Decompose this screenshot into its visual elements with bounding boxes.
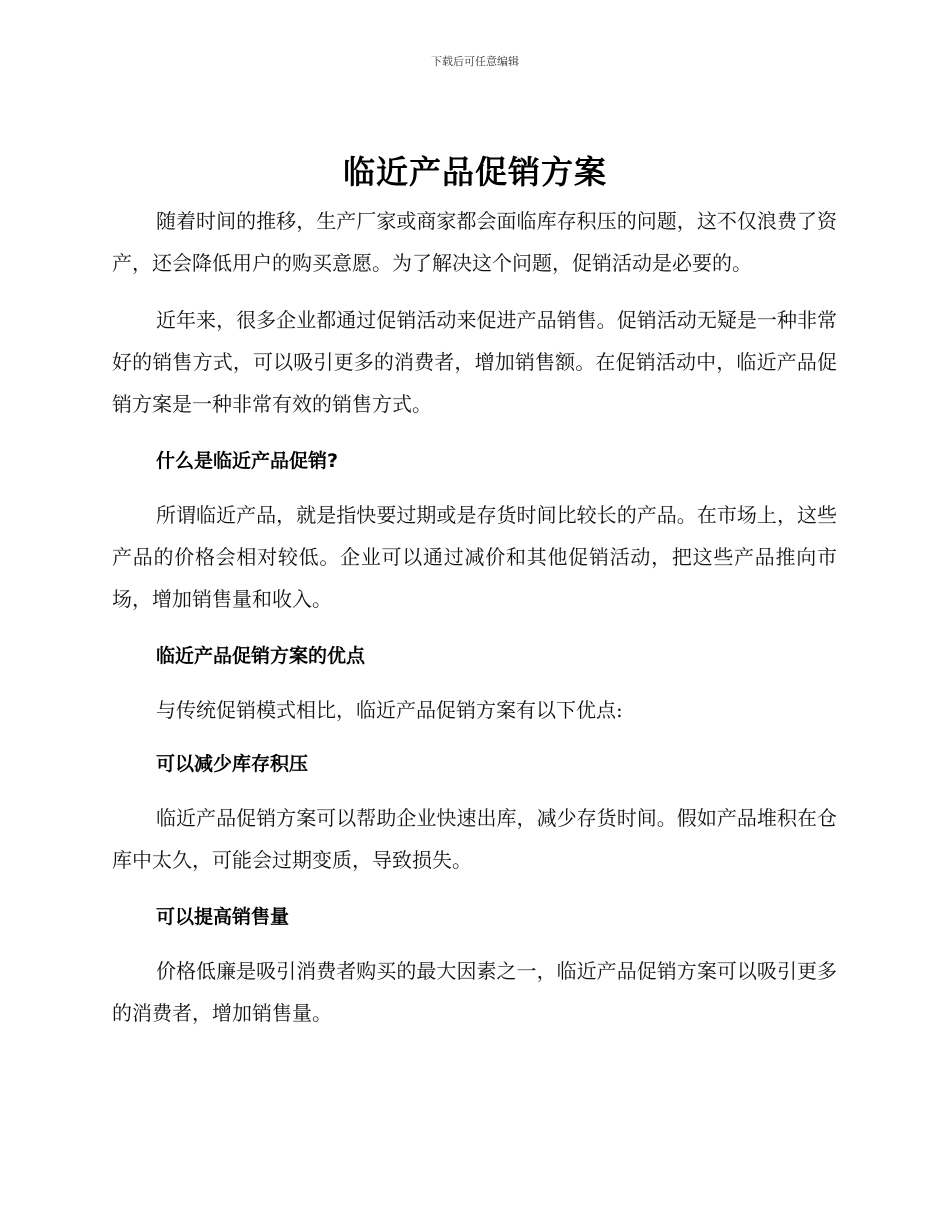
- section-heading-increase-sales: 可以提高销售量: [156, 906, 290, 928]
- document-body: [112, 200, 837, 1049]
- paragraph-definition: 所谓临近产品，就是指快要过期或是存货时间比较长的产品。在市场上，这些产品的价格会相对较低。企业可以通过减价和其他促销活动，把这些产品推向市场，增加销售量和收入。: [112, 503, 837, 611]
- paragraph-increase-sales: 价格低廉是吸引消费者购买的最大因素之一，临近产品促销方案可以吸引更多的消费者，增加销售量。: [112, 959, 837, 1025]
- document-title: 临近产品促销方案: [342, 153, 607, 191]
- paragraph-background: 近年来，很多企业都通过促销活动来促进产品销售。促销活动无疑是一种非常好的销售方式，可以吸引更多的消费者，增加销售额。在促销活动中，临近产品促销方案是一种非常有效的销售方式。: [112, 308, 837, 416]
- header-note: 下载后可任意编辑: [431, 55, 519, 68]
- section-heading-reduce-inventory: 可以减少库存积压: [156, 753, 309, 775]
- paragraph-reduce-inventory: 临近产品促销方案可以帮助企业快速出库，减少存货时间。假如产品堆积在仓库中太久，可能会过期变质，导致损失。: [112, 806, 837, 872]
- paragraph-intro: 随着时间的推移，生产厂家或商家都会面临库存积压的问题，这不仅浪费了资产，还会降低用户的购买意愿。为了解决这个问题，促销活动是必要的。: [112, 209, 837, 275]
- paragraph-advantages-intro: 与传统促销模式相比，临近产品促销方案有以下优点:: [156, 698, 623, 722]
- section-heading-advantages: 临近产品促销方案的优点: [156, 645, 366, 667]
- section-heading-what-is: 什么是临近产品促销?: [156, 450, 339, 472]
